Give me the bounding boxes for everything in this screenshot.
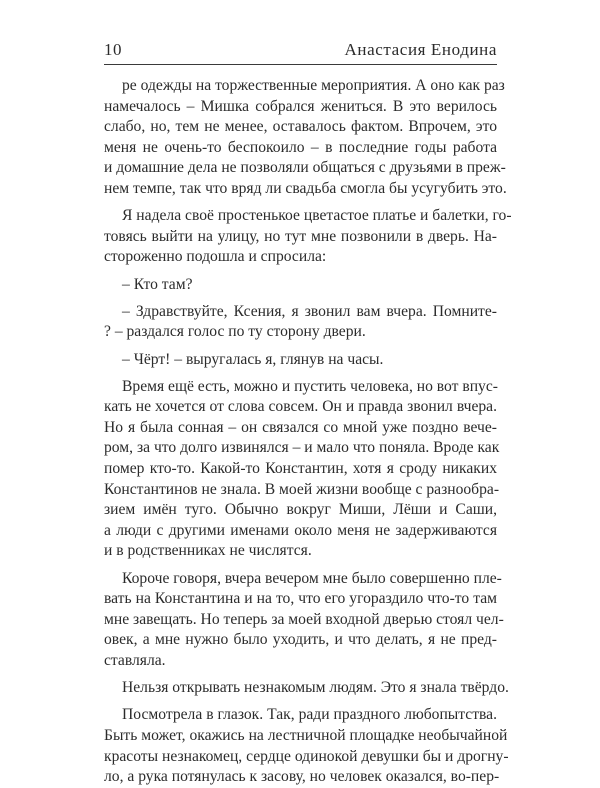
- paragraph-gap: [104, 370, 497, 377]
- text-line: овек, а мне нужно было уходить, и что делать, я не пред-: [104, 631, 497, 649]
- text-line: Константинов не знала. В моей жизни вообще с разнообра-: [104, 480, 500, 498]
- paragraph: [104, 76, 507, 200]
- paragraph: [104, 705, 509, 787]
- text-line: помер кто-то. Какой-то Константин, хотя я сроду никаких: [104, 460, 497, 478]
- text-line: нем темпе, так что вряд ли свадьба смогла бы усугубить это.: [104, 179, 507, 197]
- text-line: товясь выйти на улицу, но тут мне позвонили в дверь. На-: [104, 227, 497, 245]
- paragraph: [104, 569, 504, 672]
- text-line: меня не очень-то беспокоило – в последние годы работа: [104, 138, 497, 156]
- text-line: а люди с другими именами около меня не задерживаются: [104, 521, 497, 539]
- paragraph-gap: [104, 268, 497, 275]
- page-number: 10: [104, 40, 122, 59]
- paragraph: [104, 275, 497, 296]
- text-line: вать на Константина и на то, что его угораздило что-то там: [104, 590, 497, 608]
- paragraph: [104, 377, 500, 562]
- text-line: Я надела своё простенькое цветастое платье и балетки, го-: [122, 207, 512, 225]
- paragraph: [104, 206, 512, 268]
- paragraph-gap: [104, 200, 497, 207]
- text-line: красоты незнакомец, сердце одинокой девушки бы и дрогну-: [104, 747, 509, 765]
- paragraph-gap: [104, 672, 497, 679]
- text-line: ло, а рука потянулась к засову, но человек оказался, во-пер-: [104, 768, 500, 786]
- text-line: Посмотрела в глазок. Так, ради праздного любопытства.: [122, 706, 497, 724]
- text-line: стороженно подошла и спросила:: [104, 248, 327, 266]
- text-line: ? – раздался голос по ту сторону двери.: [104, 323, 366, 341]
- text-line: и в родственниках не числятся.: [104, 542, 312, 560]
- text-line: мне завещать. Но теперь за моей входной дверью стоял чел-: [104, 610, 504, 628]
- running-head-author: Анастасия Енодина: [344, 40, 497, 59]
- text-line: намечалось – Мишка собрался жениться. В это верилось: [104, 97, 497, 115]
- text-line: – Чёрт! – выругалась я, глянув на часы.: [122, 350, 384, 368]
- text-line: ром, за что долго извинялся – и мало что поняла. Вроде как: [104, 439, 500, 457]
- text-line: Короче говоря, вчера вечером мне было совершенно пле-: [122, 569, 502, 587]
- body-text: [104, 76, 512, 788]
- page-header: [104, 36, 497, 65]
- text-line: слабо, но, тем не менее, оставалось фактом. Впрочем, это: [104, 118, 497, 136]
- text-line: – Кто там?: [122, 275, 193, 293]
- text-line: Время ещё есть, можно и пустить человека, но вот впус-: [122, 377, 498, 395]
- text-line: Но я была сонная – он связался со мной уже поздно вечe-: [104, 418, 497, 436]
- text-line: Нельзя открывать незнакомым людям. Это я знала твёрдо.: [122, 679, 509, 697]
- text-line: и домашние дела не позволяли общаться с друзьями в преж-: [104, 159, 506, 177]
- text-line: зием имён туго. Обычно вокруг Миши, Лёши и Саши,: [104, 501, 497, 519]
- paragraph: [104, 350, 497, 371]
- text-line: ре одежды на торжественные мероприятия. А оно как раз: [122, 77, 505, 94]
- paragraph-gap: [104, 295, 497, 302]
- text-line: Быть может, окажись на лестничной площадке необычайной: [104, 726, 508, 744]
- text-line: ставляла.: [104, 652, 166, 669]
- text-line: – Здравствуйте, Ксения, я звонил вам вчера. Помните-: [122, 302, 497, 320]
- paragraph-gap: [104, 343, 497, 350]
- paragraph-gap: [104, 699, 497, 706]
- paragraph: [104, 678, 509, 699]
- paragraph-gap: [104, 562, 497, 569]
- paragraph: [104, 302, 497, 343]
- text-line: кать не хочется от слова совсем. Он и правда звонил вчера.: [104, 398, 497, 416]
